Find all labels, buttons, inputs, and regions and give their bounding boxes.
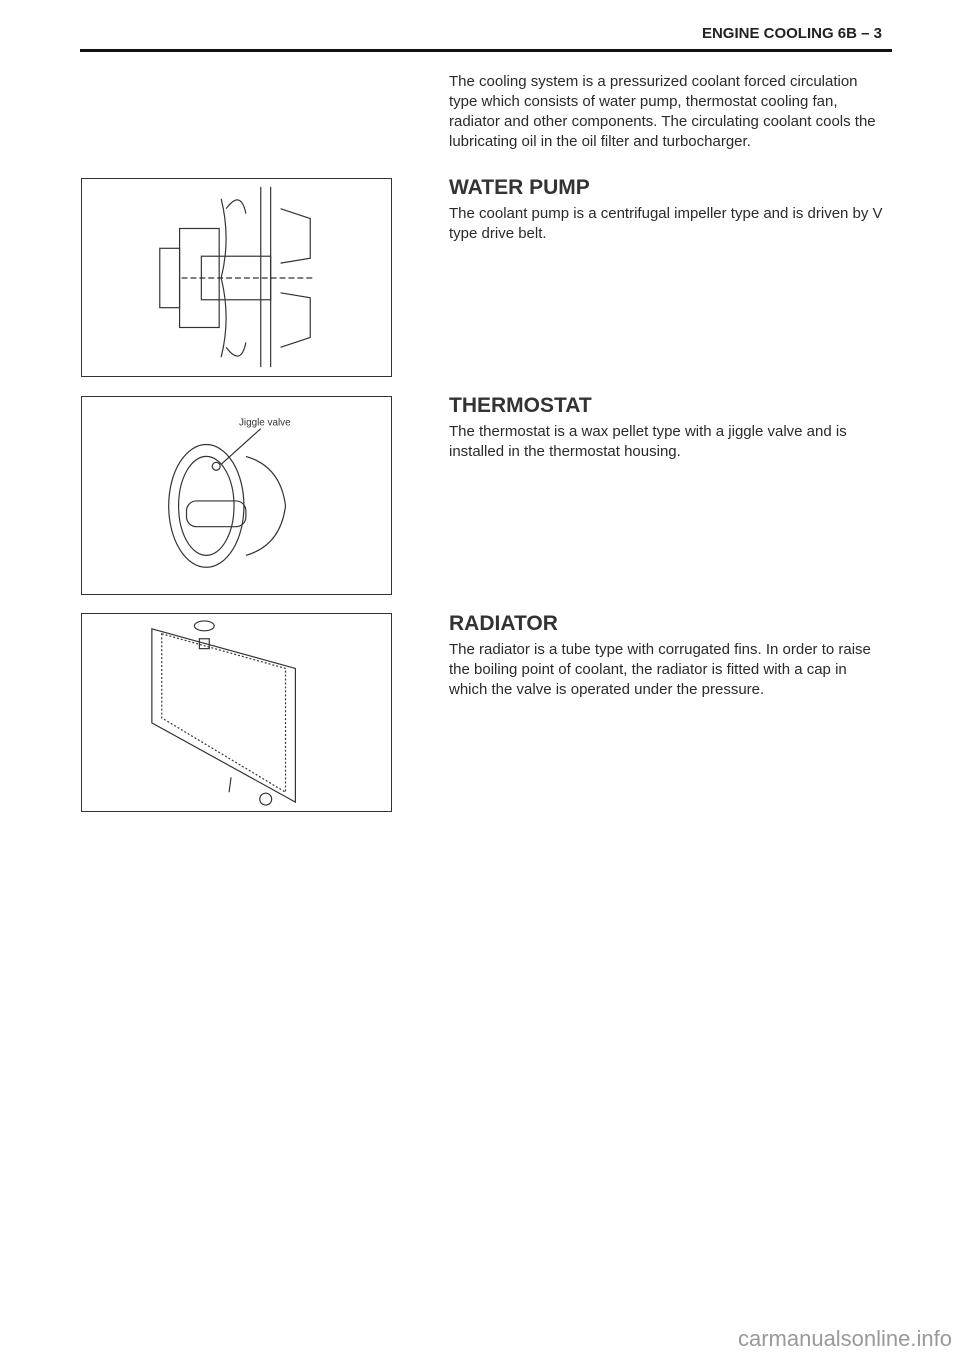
- header-rule: [80, 49, 892, 52]
- section-body-radiator: The radiator is a tube type with corrugated fins. In order to raise the boiling point of coolant, the radiator is fitted with a cap in which the valve is operated under the pressure.: [449, 641, 871, 698]
- jiggle-valve-label: Jiggle valve: [238, 417, 291, 429]
- section-title-thermostat: THERMOSTAT: [449, 394, 592, 417]
- page-header: ENGINE COOLING 6B – 3: [701, 25, 882, 42]
- water-pump-figure: [81, 178, 392, 377]
- thermostat-figure: [81, 396, 392, 595]
- section-title-water-pump: WATER PUMP: [449, 176, 590, 199]
- watermark: carmanualsonline.info: [737, 1326, 952, 1351]
- section-title-radiator: RADIATOR: [449, 612, 558, 635]
- radiator-figure: [81, 613, 392, 812]
- intro-paragraph: The cooling system is a pressurized coolant forced circulation type which consists of water pump, thermostat cooling fan, radiator and other components. The circulating coolant cools the lubricating oil in the oil filter and turbocharger.: [449, 73, 876, 150]
- section-body-water-pump: The coolant pump is a centrifugal impeller type and is driven by V type drive belt.: [449, 205, 883, 242]
- section-body-thermostat: The thermostat is a wax pellet type with a jiggle valve and is installed in the thermostat housing.: [449, 423, 847, 460]
